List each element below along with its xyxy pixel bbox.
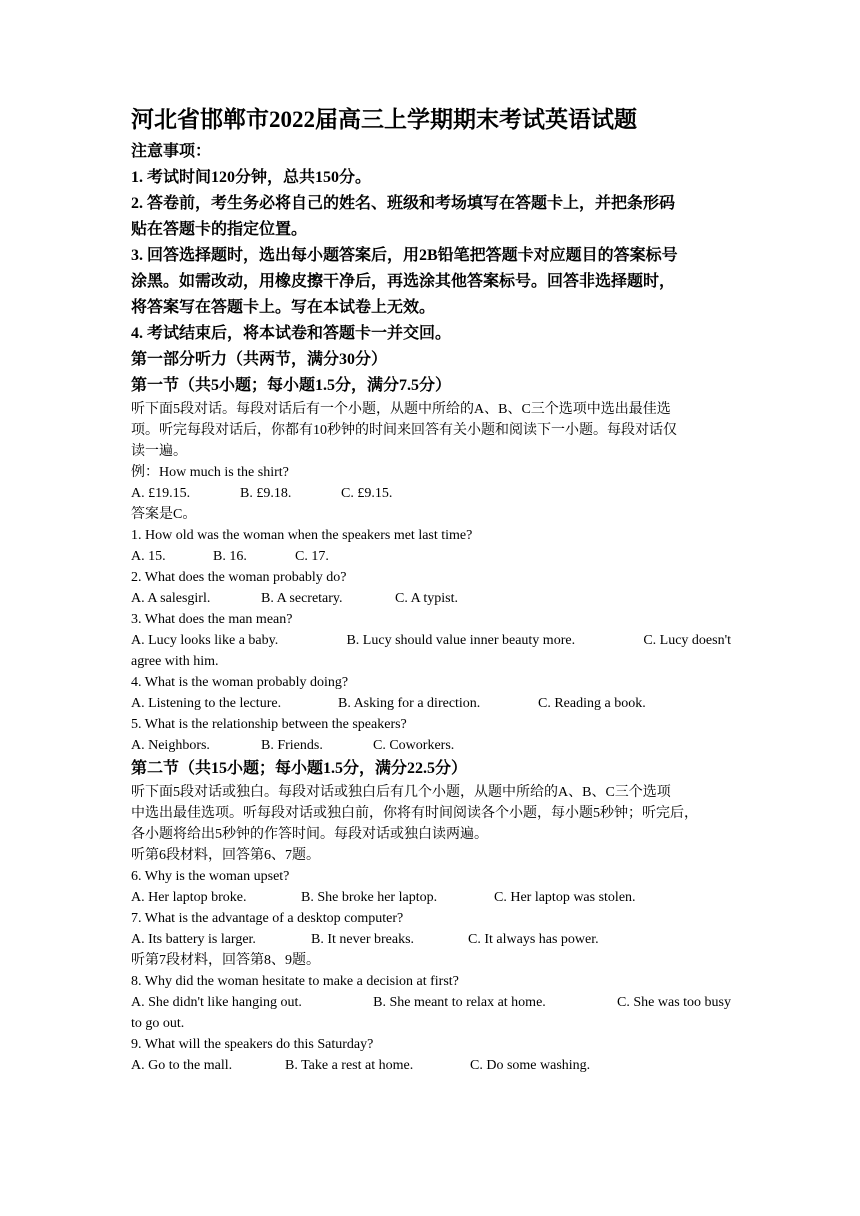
question-4-options (131, 693, 731, 714)
question-2-options (131, 588, 731, 609)
q8-option-b: B. She meant to relax at home. (373, 995, 546, 1010)
q4-option-b: B. Asking for a direction. (338, 696, 481, 711)
q1-option-a: A. 15. (131, 549, 166, 564)
example-option-c: C. £9.15. (341, 486, 393, 501)
material-7-instruction: 听第7段材料，回答第8、9题。 (131, 953, 320, 968)
section2-instructions-line-3: 各小题将给出5秒钟的作答时间。每段对话或独白读两遍。 (131, 827, 488, 842)
q3-option-a: A. Lucy looks like a baby. (131, 633, 279, 648)
q3-option-b: B. Lucy should value inner beauty more. (346, 633, 576, 648)
q8-option-c-continuation: to go out. (131, 1016, 185, 1031)
notice-item-3-line-1: 3. 回答选择题时，选出每小题答案后，用2B铅笔把答题卡对应题目的答案标号 (131, 247, 678, 264)
section2-heading: 第二节（共15小题；每小题1.5分，满分22.5分） (131, 760, 468, 777)
q9-option-b: B. Take a rest at home. (285, 1058, 414, 1073)
exam-content (131, 103, 731, 1076)
q9-option-c: C. Do some washing. (470, 1058, 591, 1073)
section1-instructions-line-1: 听下面5段对话。每段对话后有一个小题，从题中所给的A、B、C三个选项中选出最佳选 (131, 402, 671, 417)
q8-option-a: A. She didn't like hanging out. (131, 995, 302, 1010)
exam-title: 河北省邯郸市2022届高三上学期期末考试英语试题 (131, 107, 637, 132)
q6-option-b: B. She broke her laptop. (301, 890, 438, 905)
section2-instructions-line-1: 听下面5段对话或独白。每段对话或独白后有几个小题，从题中所给的A、B、C三个选项 (131, 785, 671, 800)
question-3: 3. What does the man mean? (131, 612, 293, 627)
q5-option-c: C. Coworkers. (373, 738, 455, 753)
section1-instructions-line-3: 读一遍。 (131, 444, 187, 459)
notice-item-2-line-1: 2. 答卷前，考生务必将自己的姓名、班级和考场填写在答题卡上，并把条形码 (131, 195, 676, 212)
question-7-options (131, 929, 731, 950)
q2-option-b: B. A secretary. (261, 591, 343, 606)
question-8-options (131, 992, 731, 1034)
notice-item-3-line-2: 涂黑。如需改动，用橡皮擦干净后，再选涂其他答案标号。回答非选择题时， (131, 273, 676, 290)
question-7: 7. What is the advantage of a desktop computer? (131, 911, 404, 926)
material-6-instruction: 听第6段材料，回答第6、7题。 (131, 848, 320, 863)
q7-option-b: B. It never breaks. (311, 932, 415, 947)
question-5: 5. What is the relationship between the speakers? (131, 717, 407, 732)
q4-option-c: C. Reading a book. (538, 696, 646, 711)
question-5-options (131, 735, 731, 756)
question-4: 4. What is the woman probably doing? (131, 675, 349, 690)
example-answer: 答案是C。 (131, 507, 197, 522)
notice-item-2-line-2: 贴在答题卡的指定位置。 (131, 221, 308, 238)
example-question: 例：How much is the shirt? (131, 465, 289, 480)
question-1: 1. How old was the woman when the speakers met last time? (131, 528, 473, 543)
example-option-b: B. £9.18. (240, 486, 292, 501)
section1-instructions-line-2: 项。听完每段对话后，你都有10秒钟的时间来回答有关小题和阅读下一小题。每段对话仅 (131, 423, 677, 438)
question-9-options (131, 1055, 731, 1076)
example-options (131, 483, 731, 504)
question-2: 2. What does the woman probably do? (131, 570, 347, 585)
section2-instructions-line-2: 中选出最佳选项。听每段对话或独白前，你将有时间阅读各个小题，每小题5秒钟；听完后， (131, 806, 698, 821)
q1-option-b: B. 16. (213, 549, 247, 564)
notice-item-4: 4. 考试结束后，将本试卷和答题卡一并交回。 (131, 325, 452, 342)
q6-option-c: C. Her laptop was stolen. (494, 890, 636, 905)
question-9: 9. What will the speakers do this Saturday? (131, 1037, 374, 1052)
notice-heading: 注意事项： (131, 143, 212, 160)
q2-option-a: A. A salesgirl. (131, 591, 211, 606)
q7-option-a: A. Its battery is larger. (131, 932, 256, 947)
q5-option-a: A. Neighbors. (131, 738, 210, 753)
q1-option-c: C. 17. (295, 549, 329, 564)
q9-option-a: A. Go to the mall. (131, 1058, 233, 1073)
part1-heading: 第一部分听力（共两节，满分30分） (131, 351, 388, 368)
notice-item-3-line-3: 将答案写在答题卡上。写在本试卷上无效。 (131, 299, 436, 316)
q3-option-c-continuation: agree with him. (131, 654, 219, 669)
question-8: 8. Why did the woman hesitate to make a decision at first? (131, 974, 459, 989)
question-3-options (131, 630, 731, 672)
q8-option-c: C. She was too busy (617, 995, 731, 1010)
section1-heading: 第一节（共5小题；每小题1.5分，满分7.5分） (131, 377, 452, 394)
question-1-options (131, 546, 731, 567)
question-6: 6. Why is the woman upset? (131, 869, 290, 884)
notice-item-1: 1. 考试时间120分钟，总共150分。 (131, 169, 372, 186)
q2-option-c: C. A typist. (395, 591, 459, 606)
q5-option-b: B. Friends. (261, 738, 323, 753)
q4-option-a: A. Listening to the lecture. (131, 696, 282, 711)
q7-option-c: C. It always has power. (468, 932, 599, 947)
q3-option-c: C. Lucy doesn't (643, 633, 731, 648)
q6-option-a: A. Her laptop broke. (131, 890, 247, 905)
question-6-options (131, 887, 731, 908)
example-option-a: A. £19.15. (131, 486, 191, 501)
